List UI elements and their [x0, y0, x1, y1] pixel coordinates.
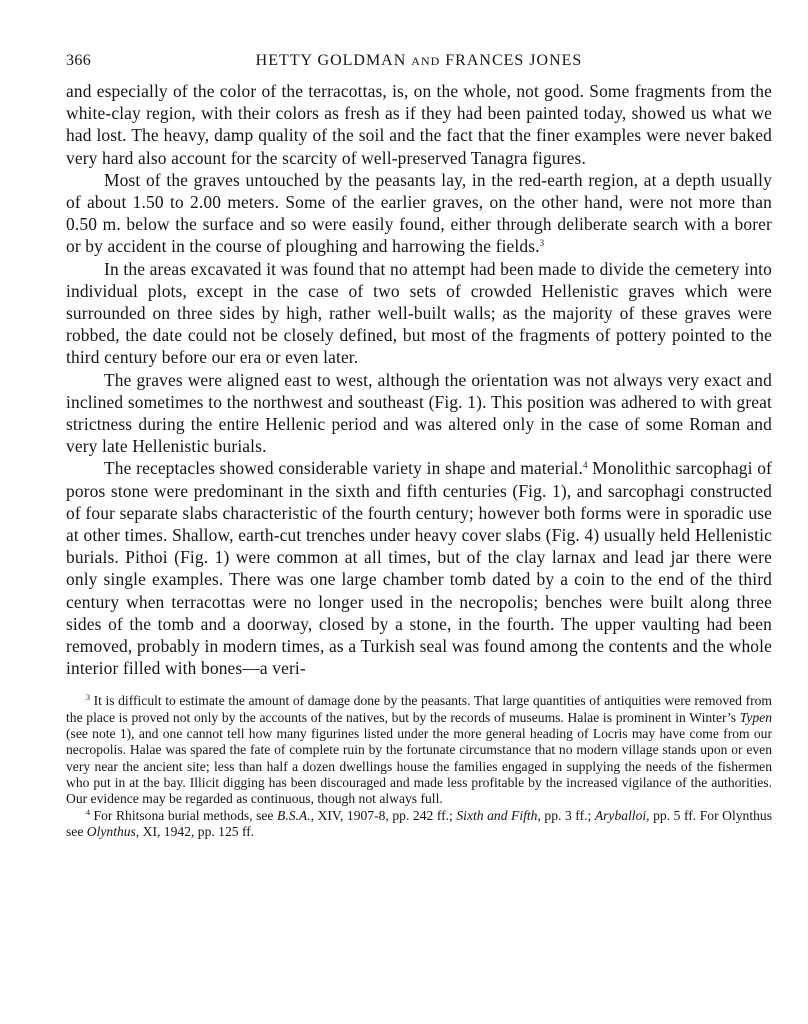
footnote-4-text-d: , pp. 5 ff. For Olynthus see — [66, 807, 773, 839]
paragraph-1: and especially of the color of the terracottas, is, on the whole, not good. Some fragments from the white-clay region, with their colors as fresh as if they had been painted today, showed us what we had lost. The heavy, damp quality of the soil and the fact that the finer examples were never baked very hard also account for the scarcity of well-preserved Tanagra figures. — [66, 81, 772, 168]
paragraph-5 — [66, 457, 772, 679]
footnote-3-text-a: It is difficult to estimate the amount of damage done by the peasants. That large quantities of antiquities were removed from the place is proved not only by the accounts of the natives, but by the records of museums. Halae is prominent in Winter’s — [66, 693, 772, 725]
footnote-3-text-b: (see note 1), and one cannot tell how many figurines listed under the more general heading of Locris may have come from our necropolis. Halae was spared the fate of complete ruin by the fortunate circumstance that no modern village stands upon or even very near the ancient site; less than half a dozen dwellings house the families engaged in supplying the needs of the fishermen who put in at the bay. Illicit digging has been discouraged and made less profitable by the increased vigilance of the authorities. Our evidence may be regarded as continuous, though not always full. — [66, 726, 772, 807]
footnote-ref-3: 3 — [539, 238, 545, 249]
footnote-4-text-b: , XIV, 1907-8, pp. 242 ff.; — [310, 807, 457, 823]
footnote-4-text-c: , pp. 3 ff.; — [537, 807, 595, 823]
footnote-ref-4: 4 — [582, 460, 588, 471]
footnote-4 — [66, 808, 772, 841]
footnote-3-typen: Typen — [739, 709, 772, 725]
footnote-3 — [66, 693, 772, 807]
footnote-4-text-a: For Rhitsona burial methods, see — [90, 807, 278, 823]
footnote-4-mark: 4 — [86, 807, 90, 817]
footnote-4-bsa: B.S.A. — [277, 807, 311, 823]
footnote-3-mark: 3 — [86, 693, 90, 703]
page-number: 366 — [66, 52, 92, 69]
paragraph-3: In the areas excavated it was found that no attempt had been made to divide the cemetery into individual plots, except in the case of two sets of crowded Hellenistic graves which were surrounded on three sides by high, rather well-built walls; as the majority of these graves were robbed, the date could not be closely defined, but most of the fragments of pottery pointed to the third century before our era or even later. — [66, 258, 772, 368]
running-head — [66, 52, 772, 70]
footnote-4-sixth-and-fifth: Sixth and Fifth — [456, 807, 538, 823]
author-1: HETTY GOLDMAN — [255, 52, 407, 69]
paragraph-2 — [66, 169, 772, 258]
running-head-conjunction: AND — [411, 54, 441, 68]
paragraph-4: The graves were aligned east to west, although the orientation was not always very exact and inclined sometimes to the northwest and southeast (Fig. 1). This position was adhered to with great strictness during the entire Hellenic period and was altered only in the case of some Roman and very late Hellenistic burials. — [66, 369, 772, 457]
paragraph-5-text-b: Monolithic sarcophagi of poros stone were predominant in the sixth and fifth centuries (Fig. 1), and sarcophagi constructed of four separate slabs characteristic of the fourth century; however both forms were in sporadic use at other times. Shallow, earth-cut trenches under heavy cover slabs (Fig. 4) usually held Hellenistic burials. Pithoi (Fig. 1) were common at all times, but of the clay larnax and lead jar there were only single examples. There was one large chamber tomb dated by a coin to the end of the third century when terracottas were no longer used in the necropolis; benches were built along three sides of the tomb and a doorway, closed by a stone, in the fourth. The upper vaulting had been removed, probably in modern times, as a Turkish seal was found among the contents and the whole interior filled with bones—a veri- — [66, 458, 772, 679]
page — [66, 52, 772, 840]
footnote-4-text-e: , XI, 1942, pp. 125 ff. — [135, 823, 255, 839]
footnotes — [66, 693, 772, 840]
footnote-4-aryballoi: Aryballoi — [594, 807, 647, 823]
paragraph-5-text-a: The receptacles showed considerable variety in shape and material. — [104, 458, 583, 479]
author-2: FRANCES JONES — [445, 52, 583, 69]
page-header — [66, 52, 772, 80]
footnote-4-olynthus: Olynthus — [86, 823, 136, 839]
paragraph-2-text: Most of the graves untouched by the peasants lay, in the red-earth region, at a depth usually of about 1.50 to 2.00 meters. Some of the earlier graves, on the other hand, were not more than 0.50 m. below the surface and so were easily found, either through deliberate search with a borer or by accident in the course of ploughing and harrowing the fields. — [66, 169, 772, 257]
body-text — [66, 80, 772, 679]
